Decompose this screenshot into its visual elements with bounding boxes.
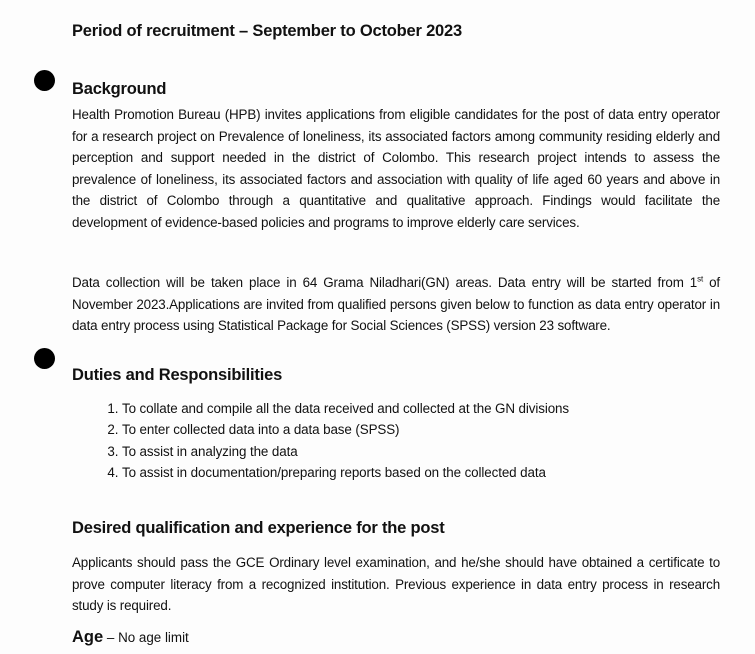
age-value: No age limit [118,630,189,645]
background-paragraph: Health Promotion Bureau (HPB) invites applications from eligible candidates for the post of data entry operator for a research project on Prevalence of loneliness, its associated factors among community residing elderly and perception and support needed in the district of Colombo. This research project intends to assess the prevalence of loneliness, its associated factors and association with quality of life aged 60 years and above in the district of Colombo through a quantitative and qualitative approach. Findings would facilitate the development of evidence-based policies and programs to improve elderly care services. [72,107,720,230]
age-separator: – [103,630,119,645]
list-item: 3. To assist in analyzing the data [122,441,682,462]
background-heading: Background [72,80,167,98]
paragraph-text-part1: Data collection will be taken place in 64 Grama Niladhari(GN) areas. Data entry will be started from 1 [72,275,698,290]
qualification-heading: Desired qualification and experience for the post [72,519,445,537]
age-requirement [72,628,189,647]
bullet-icon [34,70,55,91]
list-item: 4. To assist in documentation/preparing reports based on the collected data [122,462,682,483]
qualification-paragraph: Applicants should pass the GCE Ordinary level examination, and he/she should have obtained a certificate to prove computer literacy from a recognized institution. Previous experience in data entry process in research study is required. [72,555,720,614]
list-item: 1. To collate and compile all the data received and collected at the GN divisions [122,398,682,419]
duties-list [92,398,682,484]
data-collection-paragraph [72,272,720,337]
duties-heading: Duties and Responsibilities [72,366,283,384]
recruitment-period-title: Period of recruitment – September to October 2023 [72,22,462,40]
paragraph-text-part2: of November 2023.Applications are invited from qualified persons given below to function as data entry operator in data entry process using Statistical Package for Social Sciences (SPSS) version 23 software. [72,275,720,334]
ordinal-suffix: st [697,274,704,284]
list-item: 2. To enter collected data into a data base (SPSS) [122,419,682,440]
bullet-icon [34,348,55,369]
age-label: Age [72,628,104,646]
